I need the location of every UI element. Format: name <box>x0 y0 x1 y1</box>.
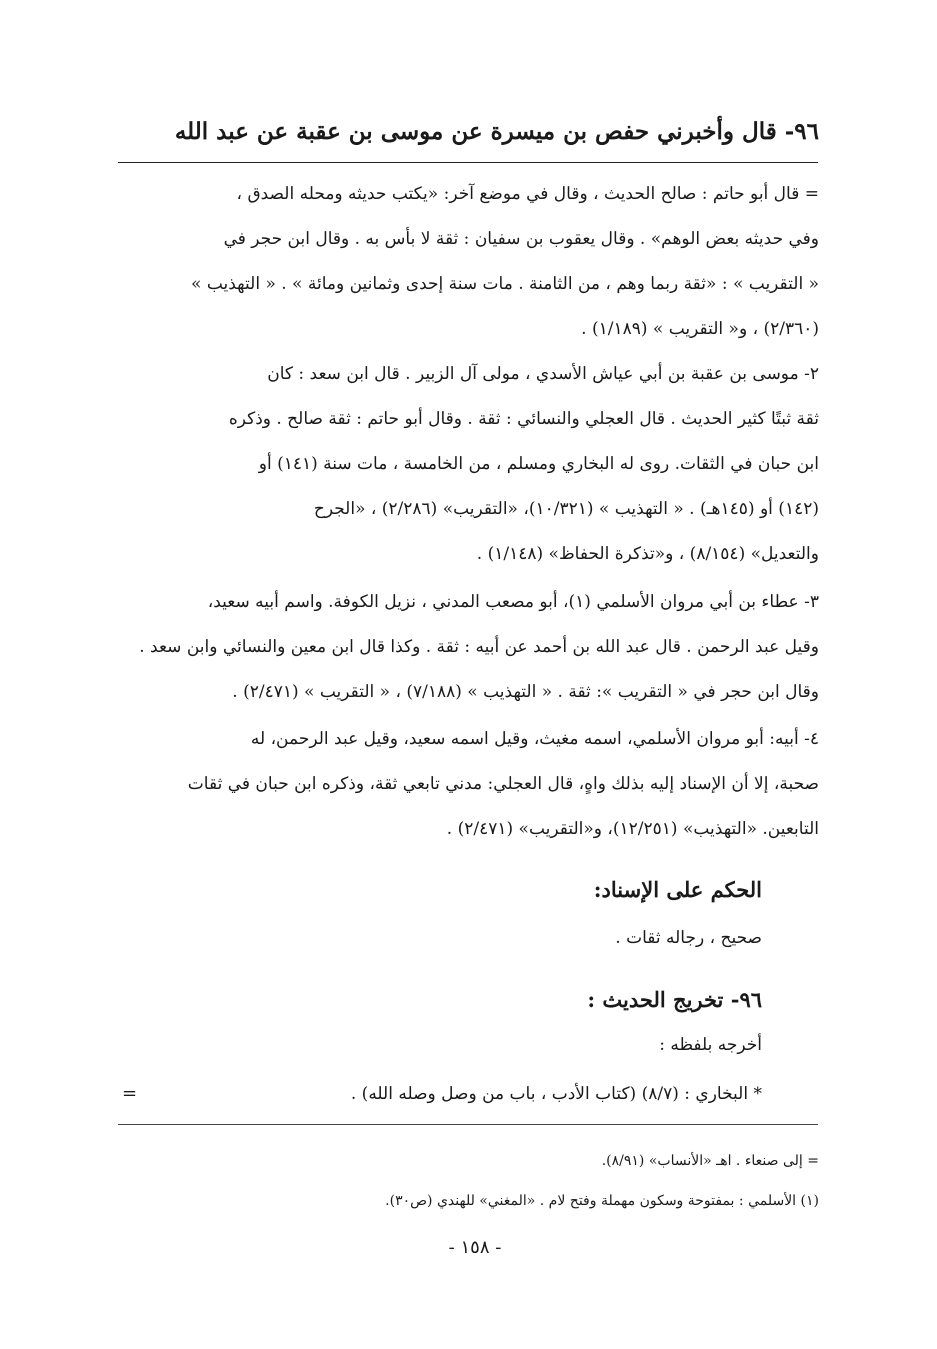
footnote-divider <box>118 1124 818 1125</box>
text-line: والتعديل» (٨/١٥٤) ، و«تذكرة الحفاظ» (١/١٤٨) . <box>476 544 819 564</box>
text-line: وقال ابن حجر في « التقريب »: ثقة . « التهذيب » (٧/١٨٨) ، « التقريب » (٢/٤٧١) . <box>232 682 819 702</box>
ruling-text: صحيح ، رجاله ثقات . <box>615 928 762 948</box>
text-line: = قال أبو حاتم : صالح الحديث ، وقال في موضع آخر: «يكتب حديثه ومحله الصدق ، <box>236 184 819 204</box>
text-line: ٣- عطاء بن أبي مروان الأسلمي (١)، أبو مصعب المدني ، نزيل الكوفة. واسم أبيه سعيد، <box>207 592 819 612</box>
footnote-1: (١) الأسلمي : بمفتوحة وسكون مهملة وفتح لام . «المغني» للهندي (ص٣٠). <box>385 1193 819 1209</box>
bukhari-reference: * البخاري : (٨/٧) (كتاب الأدب ، باب من وصل وصله الله) . <box>350 1084 762 1104</box>
text-line: ٤- أبيه: أبو مروان الأسلمي، اسمه مغيث، وقيل اسمه سعيد، وقيل عبد الرحمن، له <box>250 729 819 749</box>
text-line: « التقريب » : «ثقة ربما وهم ، من الثامنة . مات سنة إحدى وثمانين ومائة » . « التهذيب » <box>191 274 819 294</box>
text-line: ٢- موسى بن عقبة بن أبي عياش الأسدي ، مولى آل الزبير . قال ابن سعد : كان <box>267 364 819 384</box>
narrator-paragraph-3 <box>119 580 819 715</box>
takhrij-heading: ٩٦- تخريج الحديث : <box>587 987 762 1012</box>
text-line: وقيل عبد الرحمن . قال عبد الله بن أحمد عن أبيه : ثقة . وكذا قال ابن معين والنسائي وابن سعد . <box>139 637 819 657</box>
narrator-paragraph-2 <box>119 352 819 577</box>
continuation-mark: = <box>122 1083 138 1104</box>
text-line: (١٤٢) أو (١٤٥هـ) . « التهذيب » (١٠/٣٢١)، «التقريب» (٢/٢٨٦) ، «الجرح <box>313 499 819 519</box>
text-line: ثقة ثبتًا كثير الحديث . قال العجلي والنسائي : ثقة . وقال أبو حاتم : ثقة صالح . وذكره <box>228 409 819 429</box>
narrator-paragraph-1 <box>119 172 819 352</box>
text-line: وفي حديثه بعض الوهم» . وقال يعقوب بن سفيان : ثقة لا بأس به . وقال ابن حجر في <box>223 229 819 249</box>
page-number: - ١٥٨ - <box>448 1237 502 1258</box>
footnote-continuation: = إلى صنعاء . اهـ «الأنساب» (٨/٩١). <box>601 1153 819 1169</box>
text-line: صحبة، إلا أن الإسناد إليه بذلك واهٍ، قال العجلي: مدني تابعي ثقة، وذكره ابن حبان في ثقات <box>187 774 819 794</box>
text-line: (٢/٣٦٠) ، و« التقريب » (١/١٨٩) . <box>581 319 819 339</box>
text-line: التابعين. «التهذيب» (١٢/٢٥١)، و«التقريب» (٢/٤٧١) . <box>446 819 819 839</box>
header-divider <box>118 162 818 163</box>
ruling-heading: الحكم على الإسناد: <box>593 877 762 902</box>
hadith-title: ٩٦- قال وأخبرني حفص بن ميسرة عن موسى بن عقبة عن عبد الله <box>174 118 819 145</box>
text-line: ابن حبان في الثقات. روى له البخاري ومسلم ، من الخامسة ، مات سنة (١٤١) أو <box>258 454 819 474</box>
narrator-paragraph-4 <box>119 717 819 852</box>
takhrij-intro: أخرجه بلفظه : <box>659 1035 762 1055</box>
